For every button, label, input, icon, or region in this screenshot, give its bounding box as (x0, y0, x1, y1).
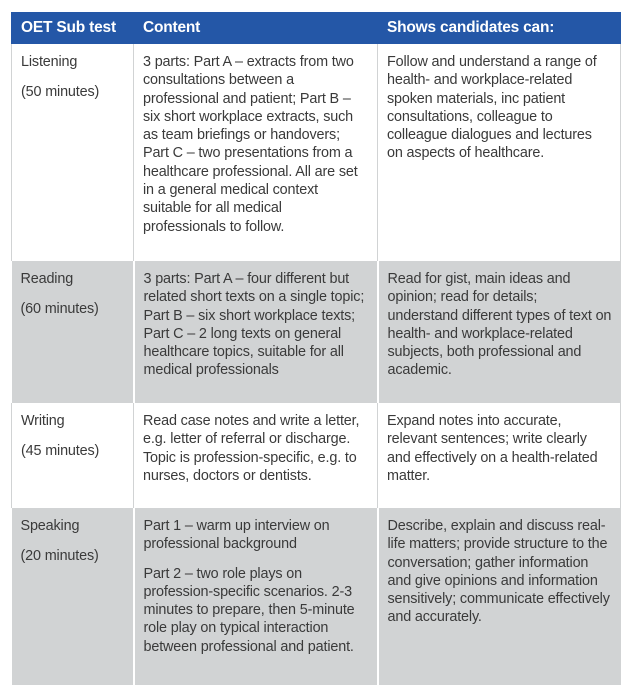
content-text: 3 parts: Part A – extracts from two consultations between a professional and patient; Part B – six short workplace extracts, such as team briefings or handovers; Part C – two presentations from a healthcare professional. All are set in a general medical context suitable for all medical professionals to follow. (143, 54, 358, 235)
shows-cell (378, 508, 621, 685)
table-row-speaking (12, 508, 621, 685)
header-row (12, 12, 621, 44)
content-cell (134, 261, 378, 403)
shows-cell (378, 403, 621, 508)
header-shows-candidates: Shows candidates can: (378, 12, 621, 44)
shows-cell (378, 44, 621, 261)
content-cell (134, 403, 378, 508)
subtest-name: Writing (21, 413, 65, 429)
subtest-duration: (60 minutes) (20, 301, 99, 318)
shows-text: Follow and understand a range of health- and workplace-related spoken materials, inc patient consultations, colleague to colleague dialogues and lectures on aspects of healthcare. (387, 54, 597, 162)
shows-text: Expand notes into accurate, relevant sentences; write clearly and effectively on a health-related matter. (387, 413, 598, 484)
subtest-name: Speaking (20, 518, 80, 534)
subtest-cell (12, 261, 134, 403)
subtest-cell (12, 44, 134, 261)
table-row-writing (12, 403, 621, 508)
table-body (12, 44, 621, 685)
table-header (12, 12, 621, 44)
content-text: Read case notes and write a letter, e.g. letter of referral or discharge. Topic is profession-specific, e.g. to nurses, doctors or dentists. (143, 413, 360, 484)
table-row-listening (12, 44, 621, 261)
table-row-reading (12, 261, 621, 403)
shows-cell (378, 261, 621, 403)
shows-text: Read for gist, main ideas and opinion; read for details; understand different types of text on health- and workplace-related subjects, both professional and academic. (387, 271, 612, 379)
header-content: Content (134, 12, 378, 44)
subtest-duration: (20 minutes) (20, 548, 99, 565)
content-cell (134, 508, 378, 685)
subtest-cell (12, 508, 134, 685)
subtest-name: Listening (21, 54, 78, 70)
header-subtest: OET Sub test (12, 12, 134, 44)
content-text-part-1: Part 1 – warm up interview on professional background (143, 518, 330, 553)
subtest-name: Reading (20, 271, 74, 287)
subtest-duration: (50 minutes) (21, 84, 100, 101)
subtest-duration: (45 minutes) (21, 443, 100, 460)
content-text-part-2: Part 2 – two role plays on profession-specific scenarios. 2-3 minutes to prepare, then 5-minute role play on typical interaction between professional and patient. (143, 565, 355, 655)
oet-subtests-table (11, 12, 621, 685)
content-cell (134, 44, 378, 261)
shows-text: Describe, explain and discuss real-life matters; provide structure to the conversation; gather information and give opinions and information sensitively; communicate effectively and accurately. (387, 518, 610, 626)
subtest-cell (12, 403, 134, 508)
content-text: 3 parts: Part A – four different but related short texts on a single topic; Part B – six short workplace texts; Part C – 2 long texts on general healthcare topics, suitable for all medical professionals (143, 271, 365, 379)
